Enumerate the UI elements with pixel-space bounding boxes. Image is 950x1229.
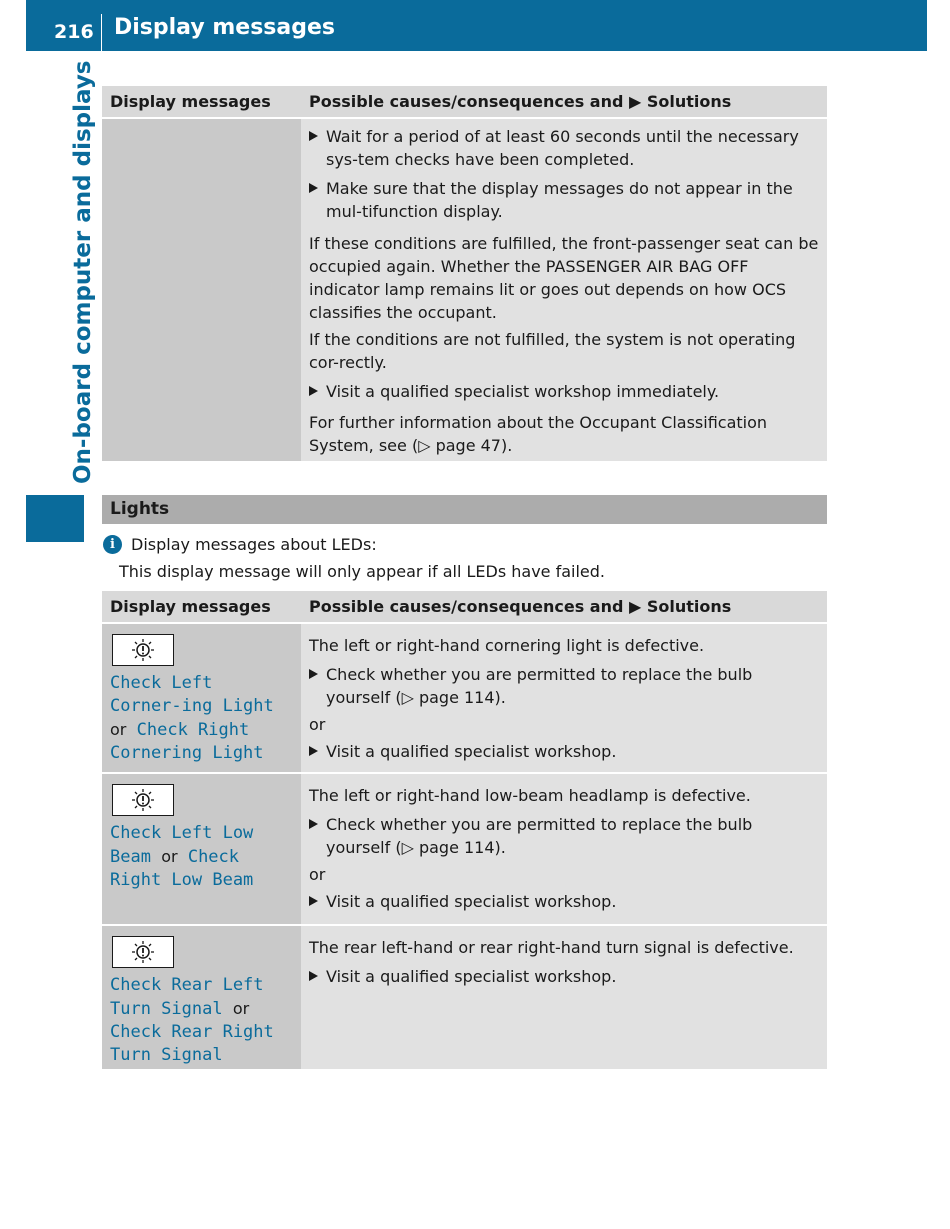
table-header-row: [102, 86, 827, 119]
step-arrow-icon: [309, 896, 318, 906]
message-cell: [102, 926, 301, 1069]
solution-cell: [301, 774, 827, 924]
solution-cell: [301, 624, 827, 772]
solution-step: Wait for a period of at least 60 seconds until the necessary sys-tem checks have been completed.: [309, 125, 819, 171]
message-text: Check Left Low Beam or Check Right Low Beam: [110, 823, 254, 890]
page-title: Display messages: [114, 15, 335, 40]
message-text: Check Left Corner-ing Light or Check Right Cornering Light: [110, 673, 274, 763]
paragraph: If the conditions are not fulfilled, the system is not operating cor-rectly.: [309, 330, 796, 372]
cause-text: The rear left-hand or rear right-hand turn signal is defective.: [309, 938, 794, 957]
table-row: [102, 624, 827, 774]
column-header-display-messages: Display messages: [102, 86, 301, 119]
chapter-side-label: On-board computer and displays: [70, 60, 96, 484]
solution-step: Check whether you are permitted to replace the bulb yourself (▷ page 114).: [309, 663, 819, 709]
step-arrow-icon: [309, 746, 318, 756]
paragraph-reference: For further information about the Occupant Classification System, see (▷ page 47).: [309, 413, 768, 455]
cause-text: The left or right-hand cornering light is defective.: [309, 636, 705, 655]
step-arrow-icon: [309, 669, 318, 679]
solution-step: Visit a qualified specialist workshop immediately.: [309, 380, 819, 403]
step-arrow-icon: [309, 819, 318, 829]
table-header-row: [102, 591, 827, 624]
display-messages-table-continued: [102, 86, 827, 461]
or-text: or: [309, 865, 326, 884]
section-title: Lights: [110, 499, 170, 519]
section-heading-bar: [102, 495, 827, 524]
message-cell: [102, 774, 301, 924]
table-row: [102, 119, 827, 461]
table-row: [102, 774, 827, 926]
page-number: 216: [54, 21, 94, 43]
column-header-causes-solutions: Possible causes/consequences and ▶ Solutions: [301, 86, 827, 119]
cause-text: The left or right-hand low-beam headlamp is defective.: [309, 786, 751, 805]
bulb-failure-warning-icon: [112, 784, 174, 816]
message-text: Check Rear Left Turn Signal or Check Rear Right Turn Signal: [110, 975, 274, 1065]
step-arrow-icon: [309, 131, 318, 141]
header-divider: [101, 14, 102, 51]
step-arrow-icon: [309, 386, 318, 396]
solution-step: Check whether you are permitted to replace the bulb yourself (▷ page 114).: [309, 813, 819, 859]
chapter-tab-marker: [26, 495, 84, 542]
info-icon: i: [103, 535, 122, 554]
message-cell: [102, 624, 301, 772]
message-cell-empty: [102, 119, 301, 461]
solution-cell: [301, 926, 827, 1069]
or-text: or: [309, 715, 326, 734]
solution-cell: [301, 119, 827, 461]
solution-step: Make sure that the display messages do not appear in the mul-tifunction display.: [309, 177, 819, 223]
table-row: [102, 926, 827, 1069]
bulb-failure-warning-icon: [112, 936, 174, 968]
solution-step: Visit a qualified specialist workshop.: [309, 740, 819, 763]
info-note: Display messages about LEDs:: [131, 535, 377, 554]
solution-step: Visit a qualified specialist workshop.: [309, 890, 819, 913]
step-arrow-icon: [309, 183, 318, 193]
paragraph: If these conditions are fulfilled, the front-passenger seat can be occupied again. Whether the PASSENGER AIR BAG OFF indicator lamp remains lit or goes out depends on how OCS classifies the occupant.: [309, 234, 819, 322]
column-header-causes-solutions: Possible causes/consequences and ▶ Solutions: [301, 591, 827, 624]
info-note-detail: This display message will only appear if all LEDs have failed.: [119, 562, 606, 581]
step-arrow-icon: [309, 971, 318, 981]
lights-display-messages-table: [102, 591, 827, 1069]
solution-step: Visit a qualified specialist workshop.: [309, 965, 819, 988]
column-header-display-messages: Display messages: [102, 591, 301, 624]
bulb-failure-warning-icon: [112, 634, 174, 666]
